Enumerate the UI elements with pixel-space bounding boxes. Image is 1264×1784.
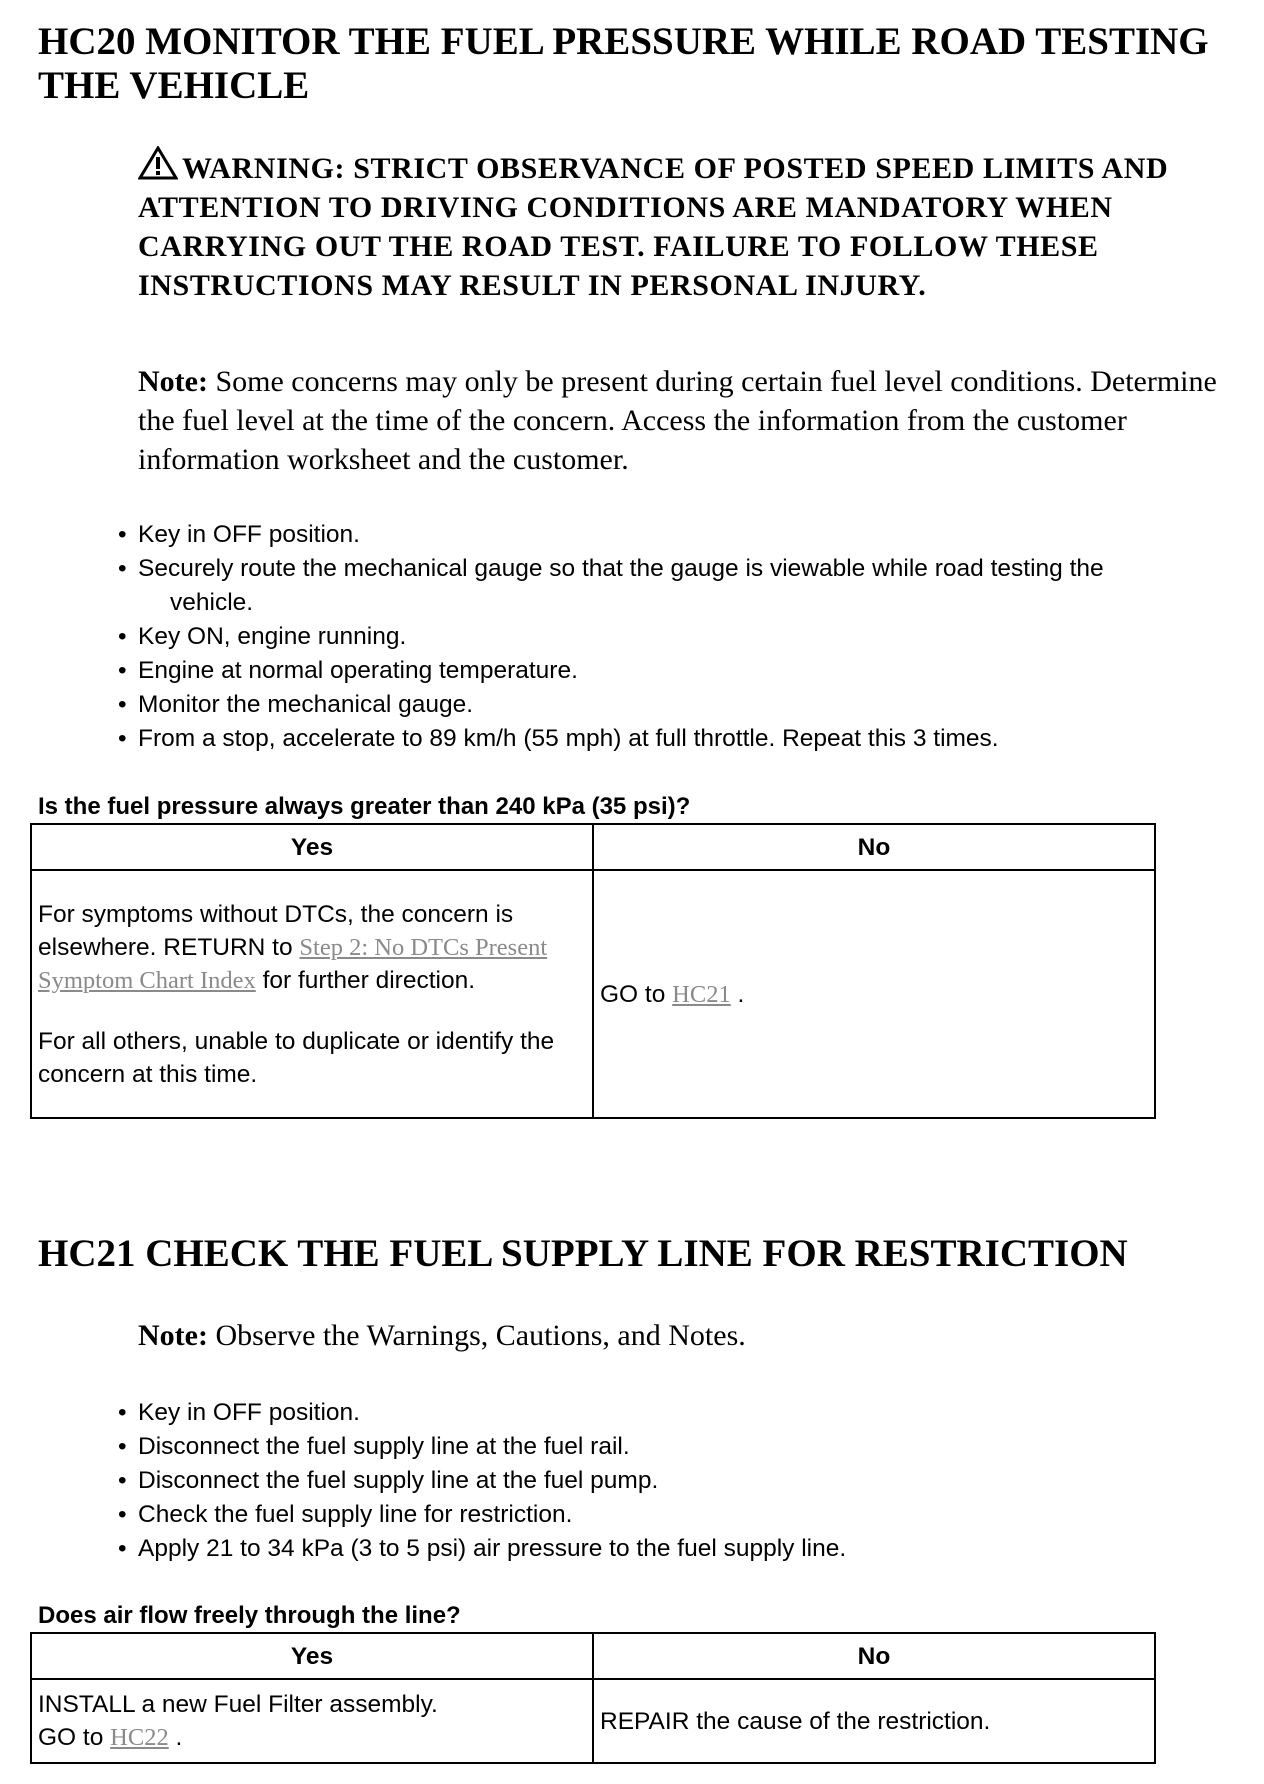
note-text: Some concerns may only be present during certain fuel level conditions. Determine the fuel level at the time of the concern. Access the information from the customer information worksheet and the customer. bbox=[138, 365, 1217, 476]
yes-header: Yes bbox=[31, 824, 593, 870]
bullet-icon: • bbox=[118, 555, 127, 582]
list-item bbox=[118, 1532, 1258, 1566]
no-cell bbox=[593, 1679, 1155, 1763]
hc20-title-line-2: THE VEHICLE bbox=[38, 64, 310, 107]
no-text-end: . bbox=[737, 980, 745, 1008]
bullet-icon: • bbox=[118, 1535, 127, 1562]
yes-text-after-link: for further direction. bbox=[262, 966, 476, 994]
list-item bbox=[118, 620, 1258, 654]
step-text: Securely route the mechanical gauge so that the gauge is viewable while road testing the bbox=[138, 555, 1104, 582]
hc22-link[interactable]: HC22 bbox=[110, 1724, 169, 1751]
step-text: Check the fuel supply line for restriction. bbox=[138, 1501, 573, 1528]
warning-text: WARNING: STRICT OBSERVANCE OF POSTED SPEED LIMITS AND ATTENTION TO DRIVING CONDITIONS ARE MANDATORY WHEN CARRYING OUT THE ROAD TEST. FAILURE TO FOLLOW THESE INSTRUCTIONS MAY RESULT IN PERSONAL INJURY. bbox=[138, 152, 1169, 302]
bullet-icon: • bbox=[118, 725, 127, 752]
step-text: Disconnect the fuel supply line at the fuel pump. bbox=[138, 1467, 659, 1494]
hc21-link[interactable]: HC21 bbox=[672, 980, 731, 1008]
bullet-icon: • bbox=[118, 1467, 127, 1494]
hc21-step-list bbox=[118, 1396, 1258, 1566]
hc20-decision-table bbox=[30, 823, 1156, 1119]
no-header: No bbox=[593, 824, 1155, 870]
yes-text: For symptoms without DTCs, the concern is elsewhere. RETURN to bbox=[38, 900, 514, 961]
list-item bbox=[118, 518, 1258, 552]
no-cell bbox=[593, 870, 1155, 1118]
no-text: GO to bbox=[600, 980, 666, 1008]
hc20-section-title bbox=[38, 20, 1238, 108]
yes-text-go: GO to bbox=[38, 1724, 104, 1751]
bullet-icon: • bbox=[118, 1501, 127, 1528]
list-item bbox=[118, 1498, 1258, 1532]
bullet-icon: • bbox=[118, 521, 127, 548]
no-header: No bbox=[593, 1633, 1155, 1679]
bullet-icon: • bbox=[118, 623, 127, 650]
hc20-question: Is the fuel pressure always greater than 240 kPa (35 psi)? bbox=[38, 793, 691, 820]
note-text: Observe the Warnings, Cautions, and Notes. bbox=[215, 1319, 746, 1352]
list-item bbox=[118, 1430, 1258, 1464]
yes-text-end: . bbox=[175, 1724, 183, 1751]
yes-cell bbox=[31, 870, 593, 1118]
step-text: Engine at normal operating temperature. bbox=[138, 657, 578, 684]
note-label: Note: bbox=[138, 1319, 208, 1352]
step-text-continuation: vehicle. bbox=[170, 589, 254, 616]
list-item bbox=[118, 688, 1258, 722]
hc21-question: Does air flow freely through the line? bbox=[38, 1602, 461, 1629]
step-text: Key in OFF position. bbox=[138, 521, 360, 548]
step-text: Monitor the mechanical gauge. bbox=[138, 691, 474, 718]
bullet-icon: • bbox=[118, 1433, 127, 1460]
hc21-decision-table bbox=[30, 1632, 1156, 1764]
yes-text-others: For all others, unable to duplicate or identify the concern at this time. bbox=[38, 1027, 555, 1088]
hc20-note bbox=[138, 362, 1248, 479]
list-item bbox=[118, 1396, 1258, 1430]
step-text: Apply 21 to 34 kPa (3 to 5 psi) air pressure to the fuel supply line. bbox=[138, 1535, 847, 1562]
yes-cell bbox=[31, 1679, 593, 1763]
bullet-icon: • bbox=[118, 691, 127, 718]
step2-symptom-chart-link[interactable]: Step 2: No DTCs Present Symptom Chart Index bbox=[38, 933, 548, 994]
bullet-icon: • bbox=[118, 657, 127, 684]
step-text: Disconnect the fuel supply line at the fuel rail. bbox=[138, 1433, 630, 1460]
warning-triangle-icon bbox=[138, 146, 178, 180]
step-text: Key in OFF position. bbox=[138, 1399, 360, 1426]
step-text: Key ON, engine running. bbox=[138, 623, 407, 650]
yes-text: INSTALL a new Fuel Filter assembly. bbox=[38, 1691, 438, 1718]
hc20-title-line-1: HC20 MONITOR THE FUEL PRESSURE WHILE ROAD TESTING bbox=[38, 20, 1209, 63]
hc21-note bbox=[138, 1316, 1248, 1355]
list-item bbox=[118, 654, 1258, 688]
list-item bbox=[118, 1464, 1258, 1498]
hc20-step-list bbox=[118, 518, 1258, 756]
note-label: Note: bbox=[138, 365, 208, 398]
list-item bbox=[118, 722, 1258, 756]
step-text: From a stop, accelerate to 89 km/h (55 mph) at full throttle. Repeat this 3 times. bbox=[138, 725, 999, 752]
list-item bbox=[118, 552, 1258, 620]
warning-block bbox=[138, 146, 1238, 305]
yes-header: Yes bbox=[31, 1633, 593, 1679]
no-text: REPAIR the cause of the restriction. bbox=[600, 1707, 991, 1735]
bullet-icon: • bbox=[118, 1399, 127, 1426]
hc21-section-title: HC21 CHECK THE FUEL SUPPLY LINE FOR RESTRICTION bbox=[38, 1232, 1128, 1275]
